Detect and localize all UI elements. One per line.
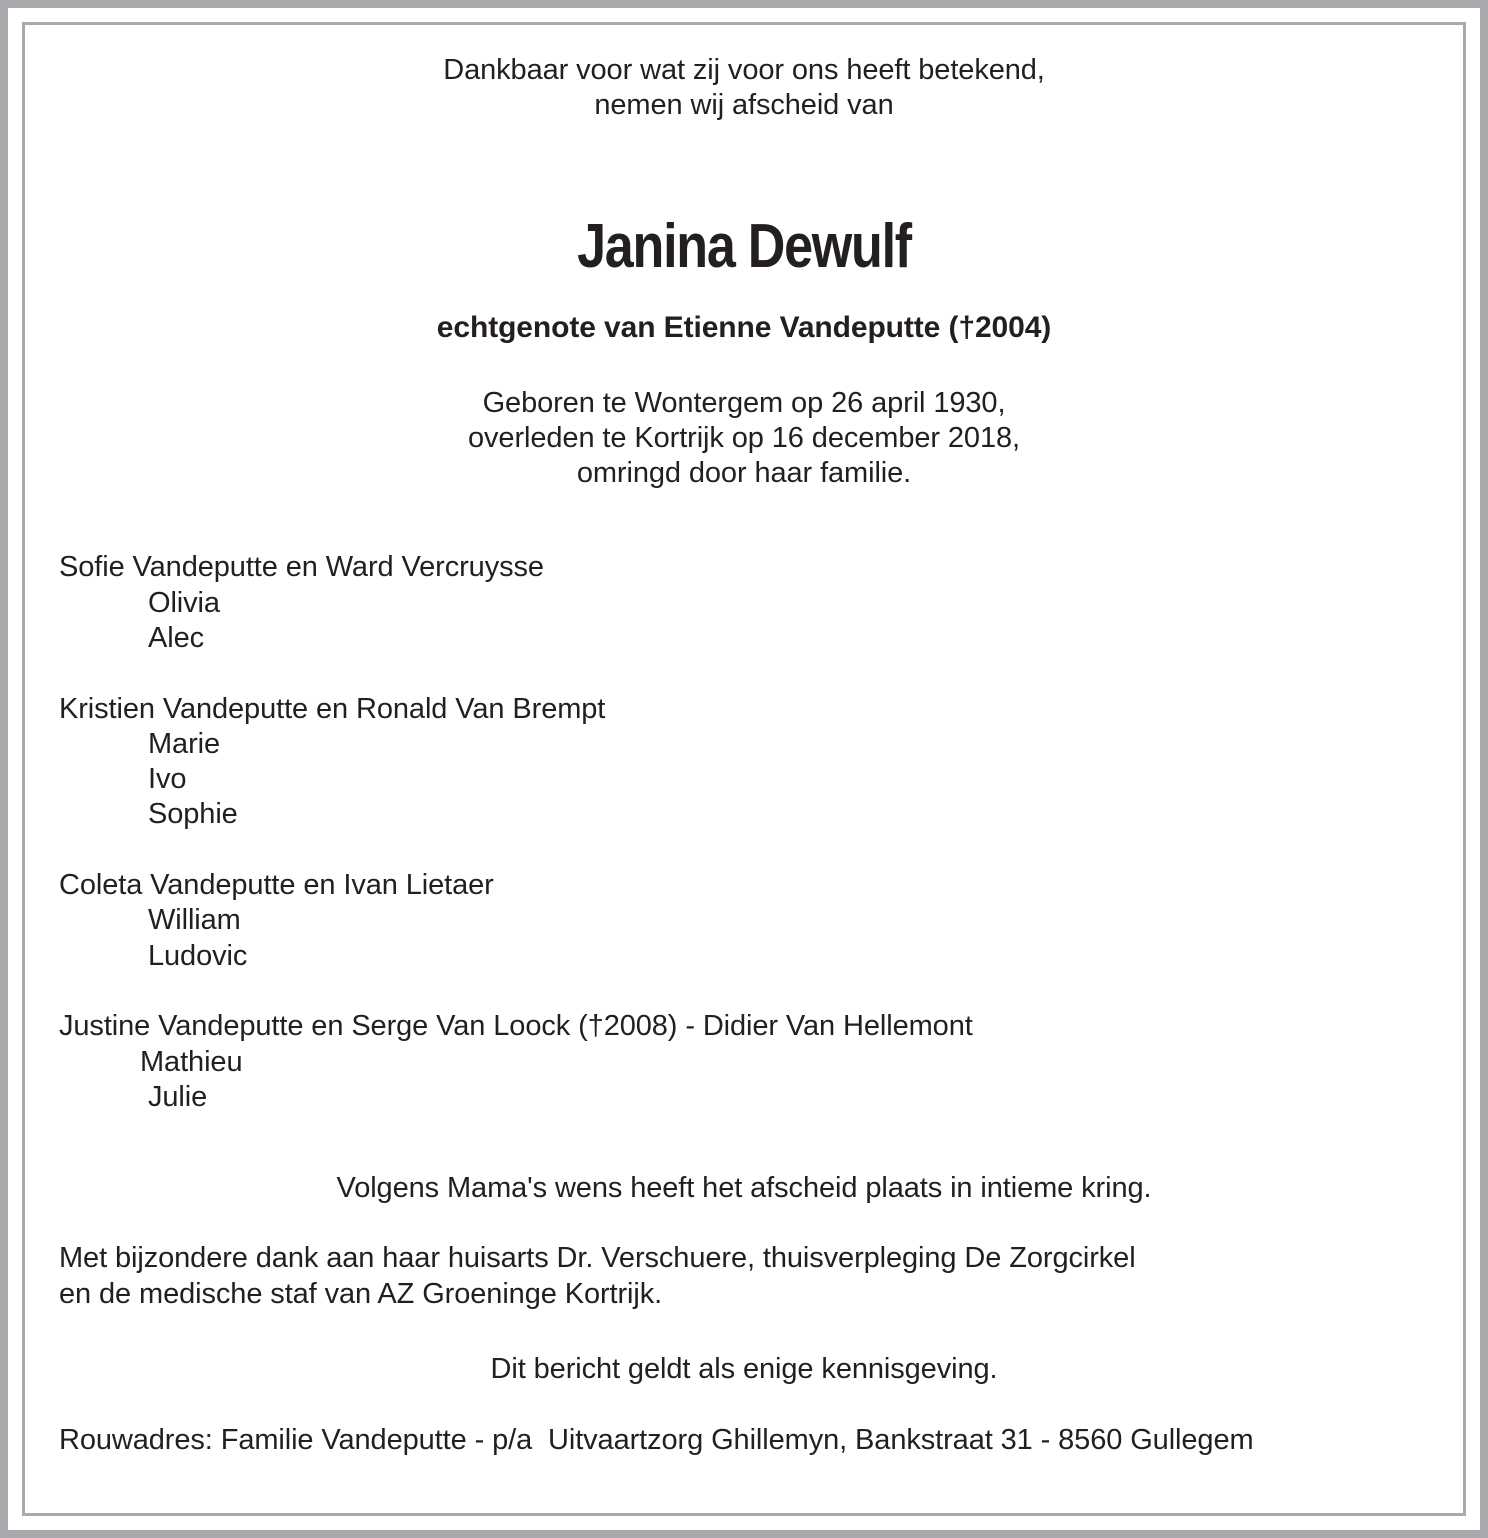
family-child: Julie	[148, 1081, 208, 1113]
family-child: William	[148, 904, 241, 936]
family-child: Sophie	[148, 798, 238, 830]
death-line: overleden te Kortrijk op 16 december 2018,	[468, 422, 1020, 454]
birth-line: Geboren te Wontergem op 26 april 1930,	[482, 387, 1006, 419]
notice-line: Dit bericht geldt als enige kennisgeving.	[490, 1353, 998, 1385]
wish-line: Volgens Mama's wens heeft het afscheid plaats in intieme kring.	[336, 1172, 1152, 1204]
deceased-name: Janina Dewulf	[577, 212, 911, 281]
family-couple: Coleta Vandeputte en Ivan Lietaer	[59, 869, 494, 901]
family-child: Marie	[148, 728, 221, 760]
family-couple: Sofie Vandeputte en Ward Vercruysse	[59, 551, 544, 583]
thanks-line-1: Met bijzondere dank aan haar huisarts Dr. Verschuere, thuisverpleging De Zorgcirkel	[59, 1242, 1136, 1274]
mourning-address: Rouwadres: Familie Vandeputte - p/a Uitvaartzorg Ghillemyn, Bankstraat 31 - 8560 Gullegem	[59, 1424, 1254, 1456]
spouse-line: echtgenote van Etienne Vandeputte (†2004)	[436, 311, 1052, 344]
family-couple: Justine Vandeputte en Serge Van Loock (†2008) - Didier Van Hellemont	[59, 1010, 973, 1042]
family-couple: Kristien Vandeputte en Ronald Van Brempt	[59, 693, 606, 725]
family-child: Olivia	[148, 587, 220, 619]
family-child: Mathieu	[140, 1046, 243, 1078]
surrounded-line: omringd door haar familie.	[576, 457, 912, 489]
thanks-line-2: en de medische staf van AZ Groeninge Kortrijk.	[59, 1278, 663, 1310]
family-child: Ivo	[148, 763, 187, 795]
intro-line-2: nemen wij afscheid van	[594, 89, 894, 121]
family-child: Alec	[148, 622, 205, 654]
intro-line-1: Dankbaar voor wat zij voor ons heeft betekend,	[443, 54, 1045, 86]
family-child: Ludovic	[148, 940, 248, 972]
